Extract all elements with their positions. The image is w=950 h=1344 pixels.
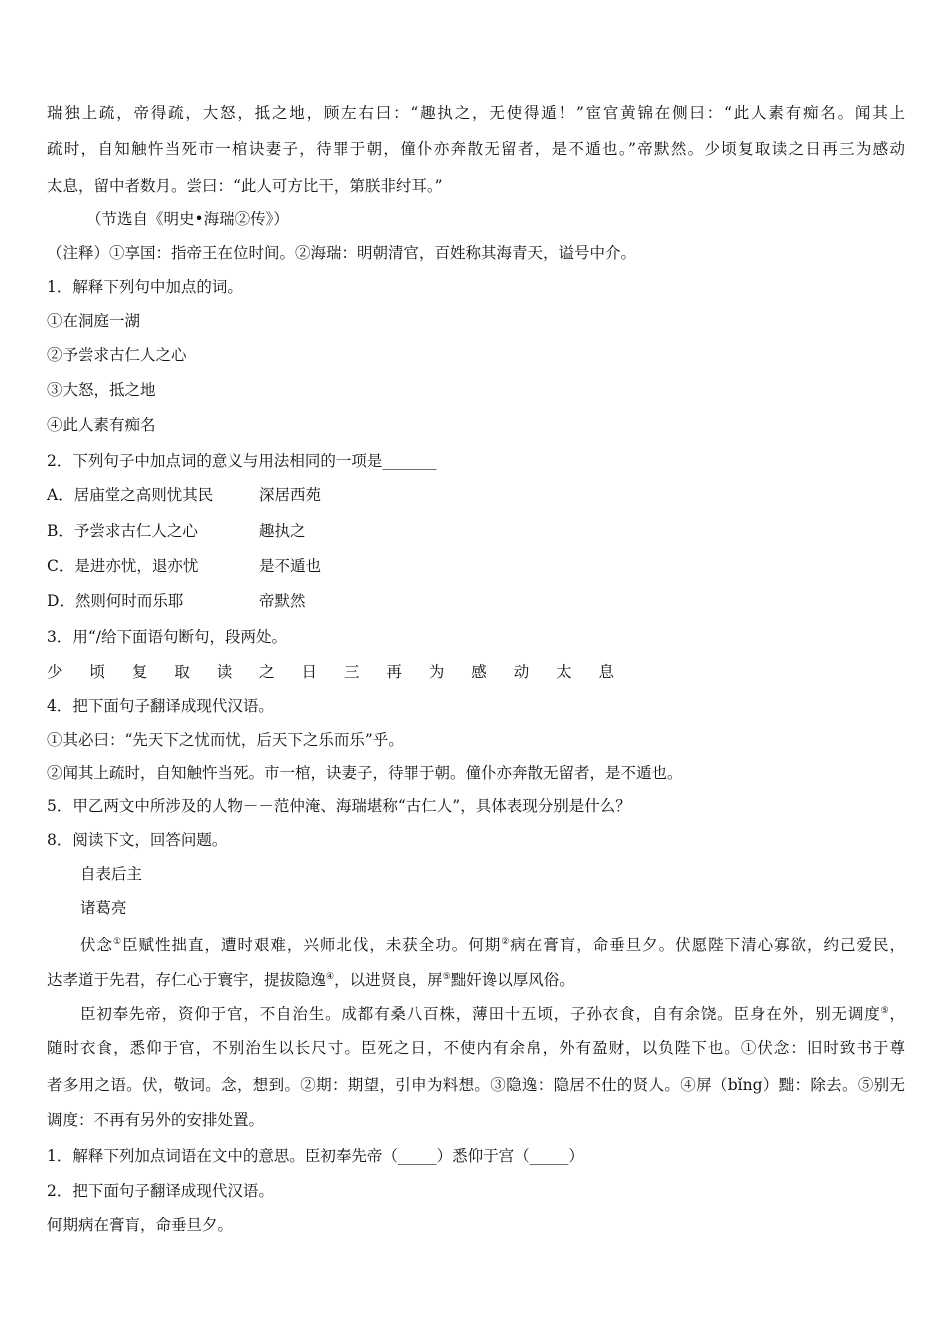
article-line: 随时衣食，悉仰于官，不别治生以长尺寸。臣死之日，不使内有余帛，外有盈财，以负陛下也。①伏念：旧时致书于尊 (47, 1039, 905, 1057)
question-2: 2．下列句子中加点词的意义与用法相同的一项是_______ (47, 452, 437, 470)
question-3: 3．用“/给下面语句断句，段两处。 (47, 628, 288, 646)
text: ，以进贤良，屏 (334, 971, 443, 990)
article-line (80, 932, 905, 955)
section8-question-2-text: 何期病在膏肓，命垂旦夕。 (47, 1216, 234, 1234)
question-3-text: 少 顷 复 取 读 之 日 三 再 为 感 动 太 息 (47, 663, 626, 681)
text: 伏念 (80, 936, 113, 955)
question-4-item: ①其必曰：“先天下之忧而忧，后天下之乐而乐”乎。 (47, 731, 404, 749)
article-line: 者多用之语。伏，敬词。念，想到。②期：期望，引申为料想。③隐逸：隐居不仕的贤人。④屏（bǐng）黜：除去。⑤别无 (47, 1076, 905, 1094)
option-left: C．是进亦忧，退亦忧 (47, 557, 199, 575)
passage-line: 瑞独上疏，帝得疏，大怒，抵之地，顾左右曰：“趣执之，无使得遁！”宦官黄锦在侧曰：“此人素有痴名。闻其上 (47, 104, 905, 122)
footnote-mark: ④ (326, 972, 335, 982)
text: 病在膏肓，命垂旦夕。伏愿陛下清心寡欲，约己爱民， (510, 936, 905, 955)
option-a (47, 485, 322, 505)
question-4: 4．把下面句子翻译成现代汉语。 (47, 697, 274, 715)
footnote-mark: ⑤ (442, 972, 451, 982)
option-right: 趣执之 (259, 522, 306, 540)
option-b (47, 521, 306, 541)
option-d (47, 591, 306, 611)
section-heading: 8．阅读下文，回答问题。 (47, 831, 228, 849)
footnote-mark: ① (112, 937, 123, 947)
footnote-mark: ② (501, 937, 511, 947)
section8-question-1: 1．解释下列加点词语在文中的意思。臣初奉先帝（_____）悉仰于宫（_____） (47, 1147, 584, 1165)
option-left: D．然则何时而乐耶 (47, 592, 184, 610)
footnote-mark: ⑤ (880, 1006, 890, 1016)
question-1-item: ①在洞庭一湖 (47, 312, 141, 330)
article-line: 调度：不再有另外的安排处置。 (47, 1111, 265, 1129)
section8-question-2: 2．把下面句子翻译成现代汉语。 (47, 1182, 274, 1200)
passage-line: 太息，留中者数月。尝曰：“此人可方比干，第朕非纣耳。” (47, 177, 443, 195)
option-c (47, 556, 322, 576)
option-right: 帝默然 (259, 592, 306, 610)
article-title: 自表后主 (80, 865, 143, 883)
question-1: 1．解释下列句中加点的词。 (47, 278, 243, 296)
passage-line: 疏时，自知触忤当死市一棺诀妻子，待罪于朝，僮仆亦奔散无留者，是不遁也。”帝默然。少顷复取读之日再三为感动 (47, 140, 905, 158)
article-line (80, 1001, 905, 1024)
option-right: 是不遁也 (259, 557, 322, 575)
option-left: A．居庙堂之高则忧其民 (47, 486, 214, 504)
question-5: 5．甲乙两文中所涉及的人物－－范仲淹、海瑞堪称“古仁人”，具体表现分别是什么？ (47, 797, 631, 815)
question-1-item: ④此人素有痴名 (47, 416, 156, 434)
text: 臣赋性拙直，遭时艰难，兴师北伐，未获全功。何期 (122, 936, 502, 955)
source-citation: （节选自《明史•海瑞②传》） (86, 210, 289, 228)
notes: （注释）①享国：指帝王在位时间。②海瑞：明朝清官，百姓称其海青天，谥号中介。 (47, 244, 637, 262)
question-1-item: ②予尝求古仁人之心 (47, 346, 187, 364)
option-right: 深居西苑 (259, 486, 322, 504)
text: 臣初奉先帝，资仰于官，不自治生。成都有桑八百株，薄田十五顷，子孙衣食，自有余饶。臣身在外，别无调度 (80, 1005, 881, 1024)
question-4-item: ②闻其上疏时，自知触忤当死。市一棺，诀妻子，待罪于朝。僮仆亦奔散无留者，是不遁也。 (47, 764, 683, 782)
text: ， (889, 1005, 905, 1024)
article-author: 诸葛亮 (80, 899, 127, 917)
text: 达孝道于先君，存仁心于寰宇，提拔隐逸 (47, 971, 327, 990)
question-1-item: ③大怒，抵之地 (47, 381, 156, 399)
text: 黜奸谗以厚风俗。 (450, 971, 575, 990)
option-left: B．予尝求古仁人之心 (47, 522, 198, 540)
article-line (47, 967, 575, 990)
